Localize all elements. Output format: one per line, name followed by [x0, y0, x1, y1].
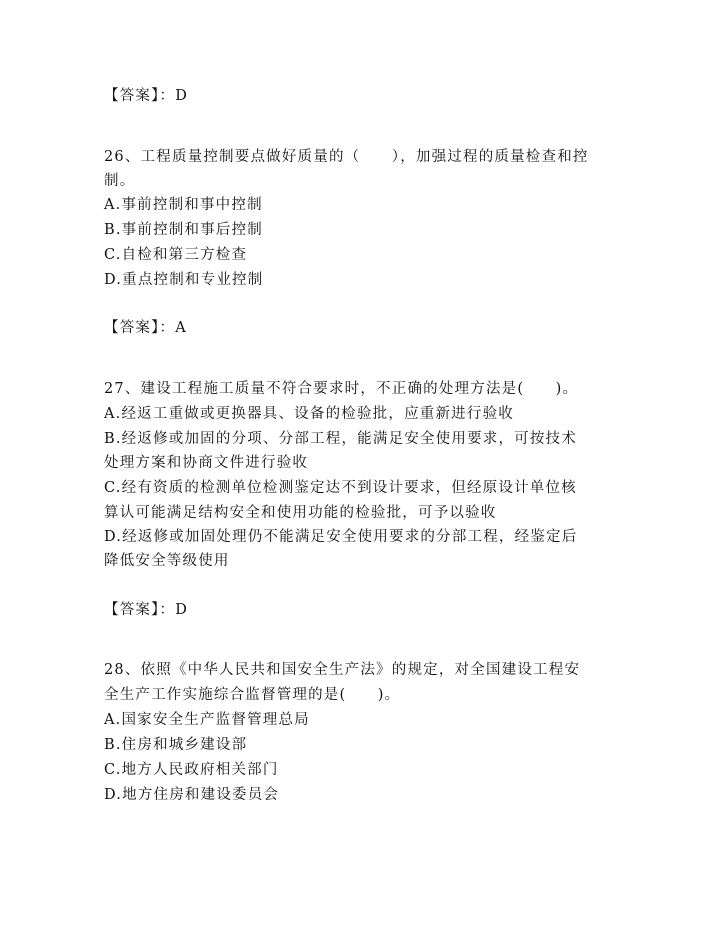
- answer-25: 【答案】：D: [104, 88, 189, 104]
- question-26-stem-line1: 26、工程质量控制要点做好质量的（ ），加强过程的质量检查和控: [104, 149, 589, 165]
- question-26-stem-line2: 制。: [104, 173, 136, 189]
- question-26-option-d: D.重点控制和专业控制: [104, 272, 264, 288]
- question-27-option-a: A.经返工重做或更换器具、设备的检验批，应重新进行验收: [104, 406, 514, 422]
- question-28-option-b: B.住房和城乡建设部: [104, 737, 248, 753]
- question-27-option-d-line2: 降低安全等级使用: [104, 553, 230, 569]
- question-28-option-a: A.国家安全生产监督管理总局: [104, 712, 310, 728]
- question-28-stem-line1: 28、依照《中华人民共和国安全生产法》的规定，对全国建设工程安: [104, 662, 581, 678]
- answer-27: 【答案】：D: [104, 602, 189, 618]
- question-26-option-b: B.事前控制和事后控制: [104, 222, 263, 238]
- question-27-stem: 27、建设工程施工质量不符合要求时，不正确的处理方法是( )。: [104, 381, 579, 397]
- question-26-option-a: A.事前控制和事中控制: [104, 197, 263, 213]
- question-27-option-c-line1: C.经有资质的检测单位检测鉴定达不到设计要求，但经原设计单位核: [104, 480, 577, 496]
- question-27-option-c-line2: 算认可能满足结构安全和使用功能的检验批，可予以验收: [104, 505, 497, 521]
- question-27-option-b-line1: B.经返修或加固的分项、分部工程，能满足安全使用要求，可按技术: [104, 431, 577, 447]
- question-28-option-c: C.地方人民政府相关部门: [104, 762, 279, 778]
- question-27-option-b-line2: 处理方案和协商文件进行验收: [104, 455, 309, 471]
- question-28-stem-line2: 全生产工作实施综合监督管理的是( )。: [104, 687, 401, 703]
- question-28-option-d: D.地方住房和建设委员会: [104, 787, 280, 803]
- question-27-option-d-line1: D.经返修或加固处理仍不能满足安全使用要求的分部工程，经鉴定后: [104, 529, 578, 545]
- question-26-option-c: C.自检和第三方检查: [104, 247, 248, 263]
- answer-26: 【答案】：A: [104, 320, 187, 336]
